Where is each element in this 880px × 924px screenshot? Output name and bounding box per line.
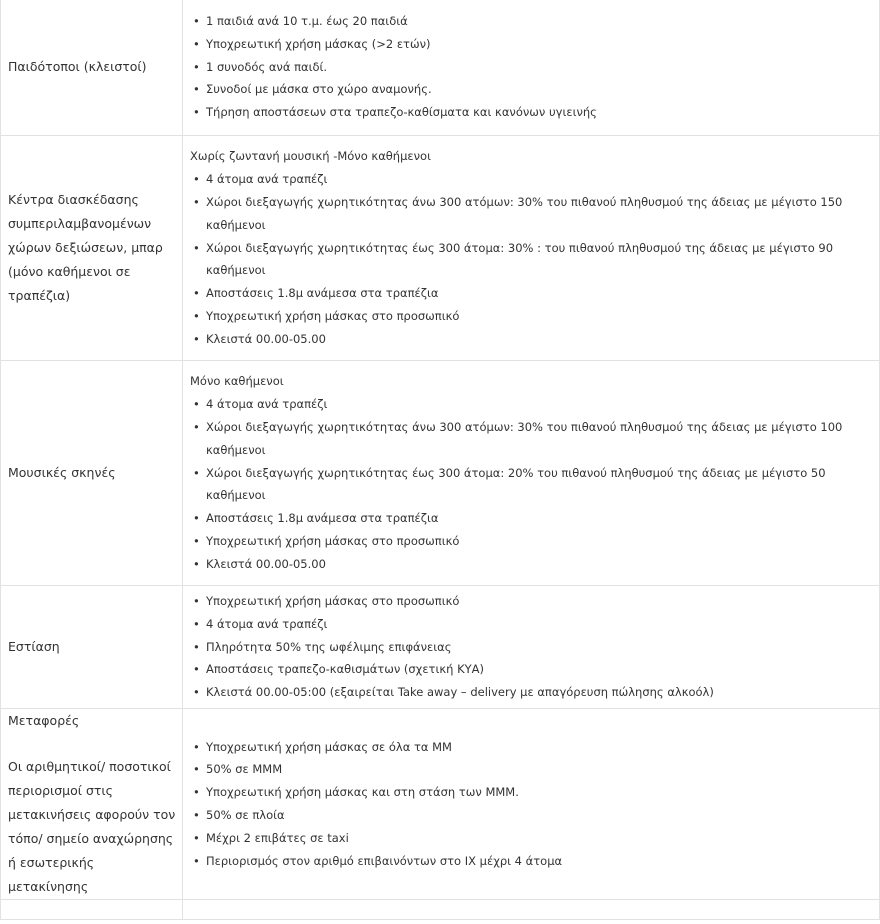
row-note: Οι αριθμητικοί/ ποσοτικοί περιορισμοί στις μετακινήσεις αφορούν τον τόπο/ σημείο αναχώρησης ή εσωτερικής μετακίνησης — [8, 759, 176, 894]
table-row — [1, 136, 880, 361]
list-item: • Κλειστά 00.00-05.00 — [190, 553, 869, 576]
list-item: • Υποχρεωτική χρήση μάσκας σε όλα τα ΜΜ — [190, 736, 869, 759]
list-item: • Αποστάσεις τραπεζο-καθισμάτων (σχετική ΚΥΑ) — [190, 658, 869, 681]
list-item: • 50% σε ΜΜΜ — [190, 758, 869, 781]
list-item: • Χώροι διεξαγωγής χωρητικότητας έως 300 άτομα: 30% : του πιθανού πληθυσμού της άδειας με μέγιστο 90 καθήμενοι — [190, 237, 869, 283]
list-item: • Αποστάσεις 1.8μ ανάμεσα στα τραπέζια — [190, 507, 869, 530]
row-content — [183, 586, 880, 709]
table-row — [1, 0, 880, 136]
table-row — [1, 709, 880, 900]
measures-list — [190, 10, 869, 124]
table-row — [1, 361, 880, 586]
list-item: • 4 άτομα ανά τραπέζι — [190, 613, 869, 636]
row-content — [183, 136, 880, 361]
list-item: • Πληρότητα 50% της ωφέλιμης επιφάνειας — [190, 636, 869, 659]
row-label: Μεταφορές — [8, 713, 80, 728]
measures-list — [190, 736, 869, 873]
list-item: • Υποχρεωτική χρήση μάσκας στο προσωπικό — [190, 590, 869, 613]
list-item: • Υποχρεωτική χρήση μάσκας στο προσωπικό — [190, 305, 869, 328]
list-item: • 4 άτομα ανά τραπέζι — [190, 168, 869, 191]
list-item: • Τήρηση αποστάσεων στα τραπεζο-καθίσματα και κανόνων υγιεινής — [190, 101, 869, 124]
list-item: • 1 συνοδός ανά παιδί. — [190, 56, 869, 79]
empty-cell — [183, 900, 880, 920]
measures-list — [190, 168, 869, 350]
table-row-partial — [1, 900, 880, 920]
table-row — [1, 586, 880, 709]
row-content — [183, 709, 880, 900]
measures-list — [190, 590, 869, 704]
row-intro: Μόνο καθήμενοι — [190, 374, 284, 389]
row-label: Μουσικές σκηνές — [1, 361, 183, 586]
list-item: • Περιορισμός στον αριθμό επιβαινόντων στο ΙΧ μέχρι 4 άτομα — [190, 850, 869, 873]
list-item: • Χώροι διεξαγωγής χωρητικότητας άνω 300 ατόμων: 30% του πιθανού πληθυσμού της άδειας με μέγιστο 150 καθήμενοι — [190, 191, 869, 237]
list-item: • Υποχρεωτική χρήση μάσκας (>2 ετών) — [190, 33, 869, 56]
measures-list — [190, 393, 869, 575]
list-item: • Χώροι διεξαγωγής χωρητικότητας έως 300 άτομα: 20% του πιθανού πληθυσμού της άδειας με μέγιστο 50 καθήμενοι — [190, 462, 869, 508]
list-item: • Αποστάσεις 1.8μ ανάμεσα στα τραπέζια — [190, 282, 869, 305]
row-label: Παιδότοποι (κλειστοί) — [1, 0, 183, 136]
list-item: • 1 παιδιά ανά 10 τ.μ. έως 20 παιδιά — [190, 10, 869, 33]
list-item: • Χώροι διεξαγωγής χωρητικότητας άνω 300 ατόμων: 30% του πιθανού πληθυσμού της άδειας με μέγιστο 100 καθήμενοι — [190, 416, 869, 462]
list-item: • Κλειστά 00.00-05.00 — [190, 328, 869, 351]
row-content — [183, 361, 880, 586]
list-item: • 4 άτομα ανά τραπέζι — [190, 393, 869, 416]
transport-label-cell — [1, 709, 183, 900]
list-item: • Υποχρεωτική χρήση μάσκας και στη στάση των ΜΜΜ. — [190, 781, 869, 804]
list-item: • Μέχρι 2 επιβάτες σε taxi — [190, 827, 869, 850]
list-item: • Υποχρεωτική χρήση μάσκας στο προσωπικό — [190, 530, 869, 553]
row-content — [183, 0, 880, 136]
list-item: • Κλειστά 00.00-05:00 (εξαιρείται Take away – delivery με απαγόρευση πώλησης αλκοόλ) — [190, 681, 869, 704]
list-item: • Συνοδοί με μάσκα στο χώρο αναμονής. — [190, 78, 869, 101]
list-item: • 50% σε πλοία — [190, 804, 869, 827]
row-intro: Χωρίς ζωντανή μουσική -Μόνο καθήμενοι — [190, 149, 431, 164]
empty-cell — [1, 900, 183, 920]
row-label: Εστίαση — [1, 586, 183, 709]
row-label: Κέντρα διασκέδασης συμπεριλαμβανομένων χώρων δεξιώσεων, μπαρ (μόνο καθήμενοι σε τραπέζια) — [1, 136, 183, 361]
